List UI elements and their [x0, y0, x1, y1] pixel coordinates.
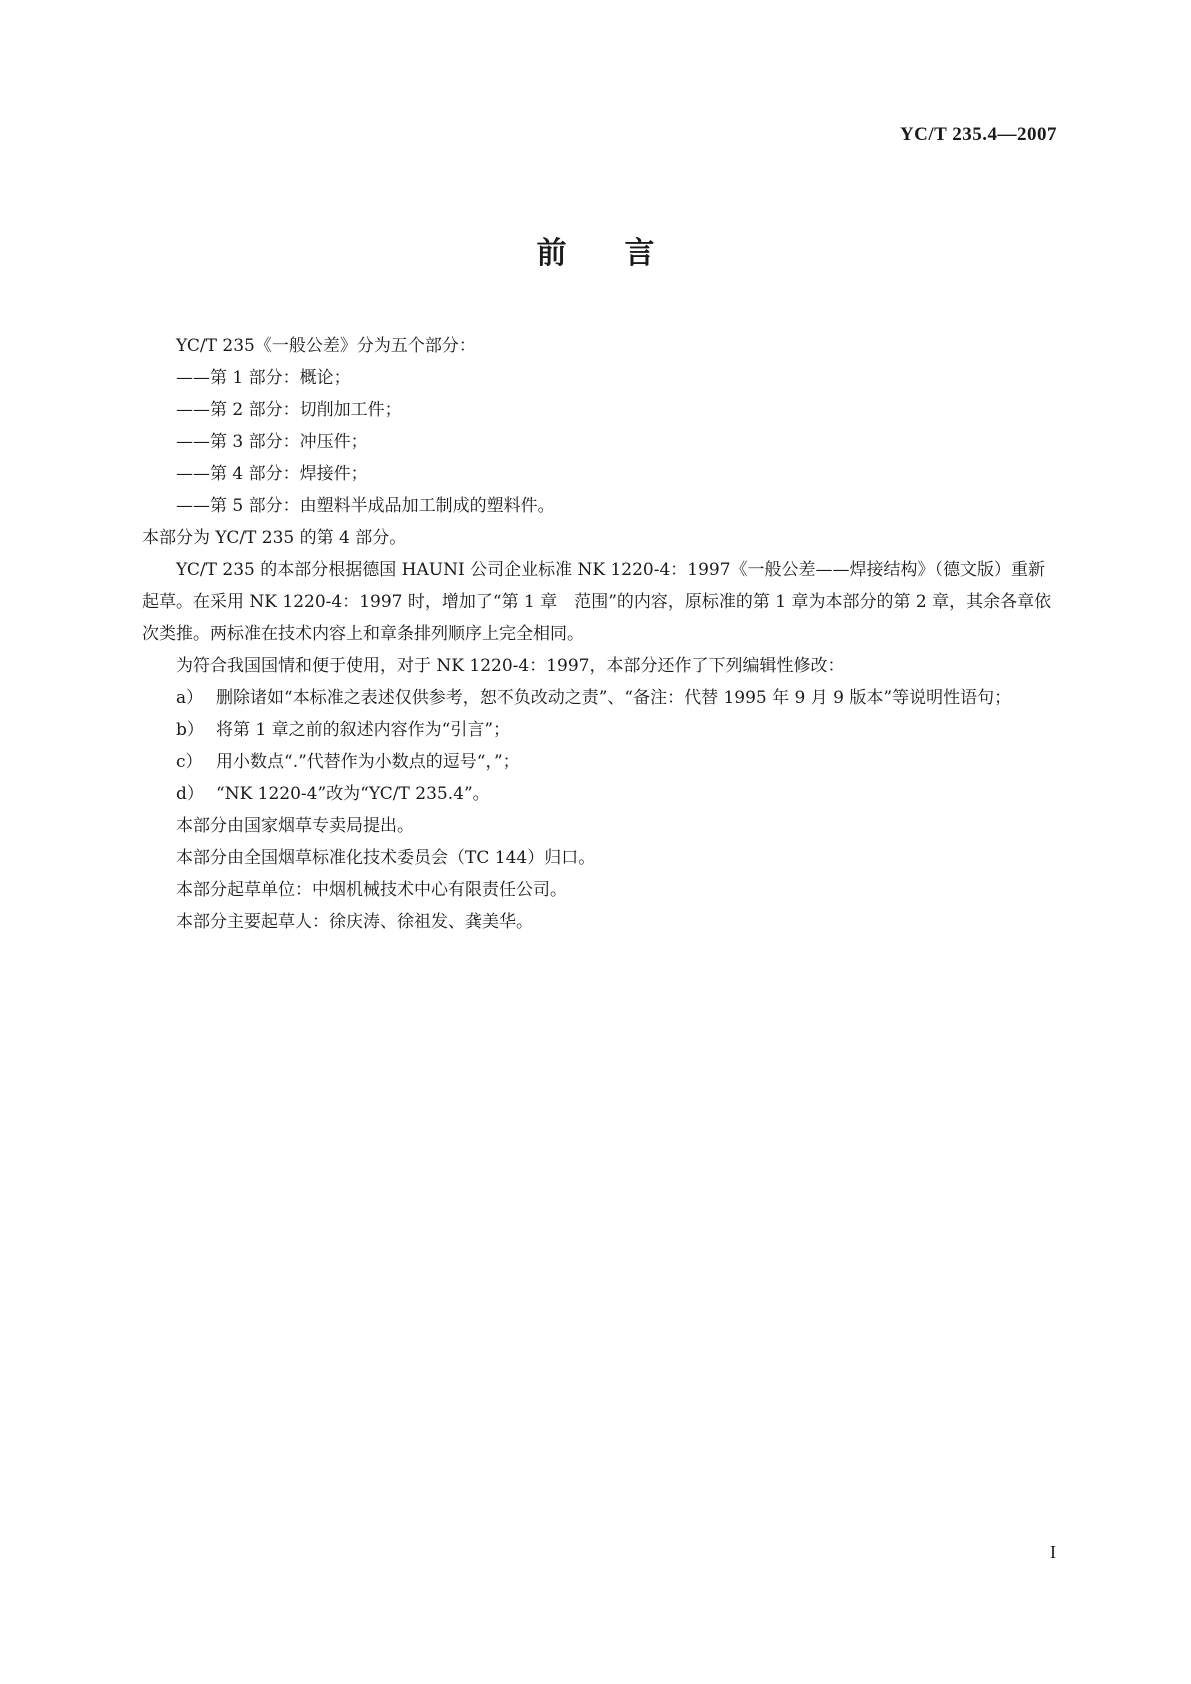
drafters-paragraph: 本部分主要起草人：徐庆涛、徐祖发、龚美华。 [176, 912, 533, 932]
part-list-item: ——第 1 部分：概论； [176, 368, 351, 388]
list-marker: a） [176, 688, 204, 708]
standard-code: YC/T 235.4—2007 [899, 124, 1057, 145]
edit-list-item [142, 682, 1057, 714]
edit-list-item [142, 746, 1057, 778]
edit-list-item [142, 714, 1057, 746]
edit-list-item [142, 778, 1057, 810]
list-item-text: 删除诸如“本标准之表述仅供参考，恕不负改动之责”、“备注：代替 1995 年 9 月 9 版本”等说明性语句； [216, 688, 1012, 708]
part-list-item: ——第 2 部分：切削加工件； [176, 400, 402, 420]
part-list-item: ——第 3 部分：冲压件； [176, 432, 368, 452]
part-list-item: ——第 4 部分：焊接件； [176, 464, 368, 484]
foreword-body [142, 330, 1057, 938]
drafting-unit-paragraph: 本部分起草单位：中烟机械技术中心有限责任公司。 [176, 880, 567, 900]
this-part-paragraph: 本部分为 YC/T 235 的第 4 部分。 [142, 528, 407, 548]
list-item-text: 将第 1 章之前的叙述内容作为“引言”； [216, 720, 511, 740]
list-item-text: “NK 1220-4”改为“YC/T 235.4”。 [216, 784, 490, 804]
list-item-text: 用小数点“.”代替作为小数点的逗号“，”； [216, 752, 520, 772]
page-number: I [1050, 1542, 1056, 1562]
part-list-item: ——第 5 部分：由塑料半成品加工制成的塑料件。 [176, 496, 555, 516]
list-marker: c） [176, 752, 203, 772]
intro-paragraph: YC/T 235《一般公差》分为五个部分： [176, 336, 476, 356]
edits-intro-paragraph: 为符合我国国情和便于使用，对于 NK 1220-4：1997，本部分还作了下列编辑性修改： [176, 656, 845, 676]
centralized-by-paragraph: 本部分由全国烟草标准化技术委员会（TC 144）归口。 [176, 848, 596, 868]
list-marker: b） [176, 720, 204, 740]
basis-paragraph: YC/T 235 的本部分根据德国 HAUNI 公司企业标准 NK 1220-4：1997《一般公差——焊接结构》（德文版）重新起草。在采用 NK 1220-4：1997 时，增加了“第 1 章 范围”的内容，原标准的第 1 章为本部分的第 2 章，其余各章依次类推。两标准在技术内容上和章条排列顺序上完全相同。 [142, 560, 1052, 644]
proposed-by-paragraph: 本部分由国家烟草专卖局提出。 [176, 816, 414, 836]
list-marker: d） [176, 784, 204, 804]
page-title: 前言 [536, 236, 713, 271]
